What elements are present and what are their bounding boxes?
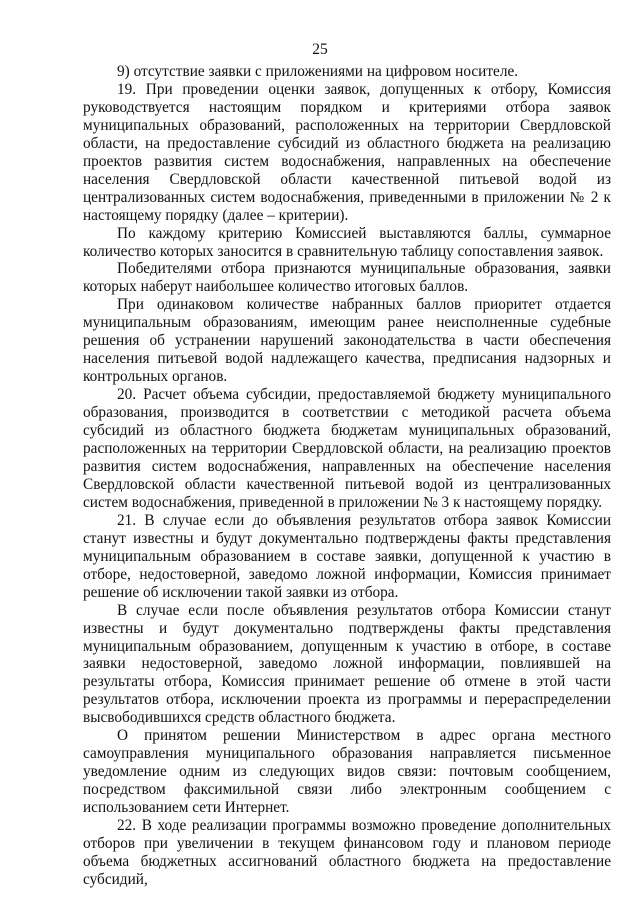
paragraph-notification: О принятом решении Министерством в адрес органа местного самоуправления муниципального образования направляется письменное уведомление одним из следующих видов связи: почтовым сообщением, посредством факсимильной связи либо электронным сообщением с использованием сети Интернет. [83,727,611,817]
paragraph-winners: Победителями отбора признаются муниципальные образования, заявки которых наберут наибольшее количество итоговых баллов. [83,260,611,296]
paragraph-priority: При одинаковом количестве набранных баллов приоритет отдается муниципальным образованиям, имеющим ранее неисполненные судебные решения об устранении нарушений законодательства в части обеспечения населения питьевой водой надлежащего качества, предписания надзорных и контрольных органов. [83,296,611,386]
paragraph-scoring: По каждому критерию Комиссией выставляются баллы, суммарное количество которых заносится в сравнительную таблицу сопоставления заявок. [83,224,611,260]
paragraph-clause-21: 21. В случае если до объявления результатов отбора заявок Комиссии станут известны и будут документально подтверждены факты представления муниципальным образованием в составе заявки, допущенной к участию в отборе, недостоверной, заведомо ложной информации, Комиссия принимает решение об исключении такой заявки из отбора. [83,511,611,601]
paragraph-after-results: В случае если после объявления результатов отбора Комиссии станут известны и будут документально подтверждены факты представления муниципальным образованием, допущенным к участию в отборе, в составе заявки недостоверной, заведомо ложной информации, повлиявшей на результаты отбора, Комиссия принимает решение об отмене в этой части результатов отбора, исключении проекта из программы и перераспределении высвободившихся средств областного бюджета. [83,601,611,727]
paragraph-clause-19: 19. При проведении оценки заявок, допущенных к отбору, Комиссия руководствуется настоящим порядком и критериями отбора заявок муниципальных образований, расположенных на территории Свердловской области, на предоставление субсидий из областного бюджета на реализацию проектов развития систем водоснабжения, направленных на обеспечение населения Свердловской области качественной питьевой водой из централизованных систем водоснабжения, приведенными в приложении № 2 к настоящему порядку (далее – критерии). [83,80,611,224]
page-number: 25 [312,41,328,58]
paragraph-clause-20: 20. Расчет объема субсидии, предоставляемой бюджету муниципального образования, производится в соответствии с методикой расчета объема субсидий из областного бюджета бюджетам муниципальных образований, расположенных на территории Свердловской области, на реализацию проектов развития систем водоснабжения, направленных на обеспечение населения Свердловской области качественной питьевой водой из централизованных систем водоснабжения, приведенной в приложении № 3 к настоящему порядку. [83,386,611,511]
paragraph-item-9: 9) отсутствие заявки с приложениями на цифровом носителе. [117,63,519,80]
document-body [83,63,611,889]
paragraph-clause-22: 22. В ходе реализации программы возможно проведение дополнительных отборов при увеличении в текущем финансовом году и плановом периоде объема бюджетных ассигнований областного бюджета на предоставление субсидий, [83,817,611,888]
